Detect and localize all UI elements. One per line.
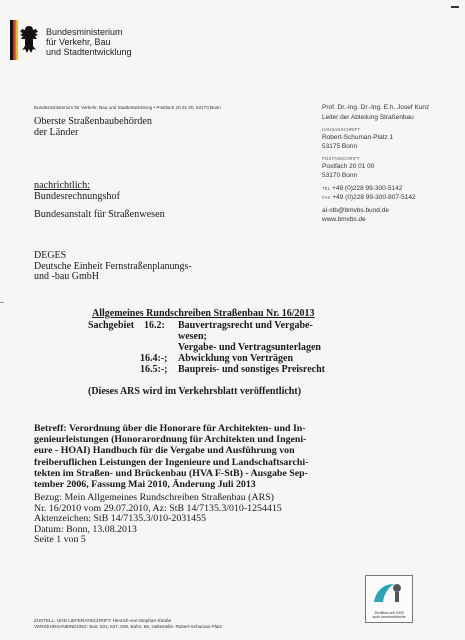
certificate-logo-icon (366, 576, 412, 606)
cc-recipient: Bundesrechnungshof (34, 191, 121, 202)
fax-line (322, 194, 416, 201)
family-audit-certificate (365, 575, 413, 623)
email-link[interactable]: al-stb@bmvbs.bund.de (322, 207, 389, 214)
certificate-text: Zertifikat seit 2009 (374, 611, 404, 615)
sachgebiet-label: Sachgebiet (88, 320, 135, 331)
recipient-line: Oberste Straßenbaubehörden (34, 116, 152, 127)
address-line: Postfach 20 01 00 (322, 163, 375, 170)
cc-block (34, 180, 120, 202)
hausanschrift-label: HAUSANSCHRIFT (322, 127, 361, 132)
recipient-line: der Länder (34, 127, 79, 138)
sachgebiet-num: 16.2: (144, 320, 165, 331)
ministry-name (46, 27, 132, 57)
ministry-line: und Stadtentwicklung (46, 47, 132, 57)
hausanschrift-block (322, 127, 393, 150)
subject-line: eure - HOAI) Handbuch für die Vergabe und Ausführung von (34, 445, 295, 457)
cc-label: nachrichtlich: (34, 180, 91, 191)
phone-line (322, 185, 402, 192)
publication-note: (Dieses ARS wird im Verkehrsblatt veröffentlicht) (88, 386, 302, 397)
ministry-line: Bundesministerium (46, 27, 123, 37)
footer (34, 618, 222, 630)
circular-title: Allgemeines Rundschreiben Straßenbau Nr. 16/2013 (92, 308, 315, 319)
postanschrift-block (322, 156, 374, 179)
subject-block (34, 423, 308, 490)
deges-line: und -bau GmbH (34, 271, 99, 283)
subject-line: Betreff: Verordnung über die Honorare für Architekten- und In- (34, 423, 306, 434)
sachgebiet-num: 16.4:-; (140, 353, 168, 364)
website-link[interactable]: www.bmvbs.de (322, 216, 366, 223)
deges-line: Deutsche Einheit Fernstraßenplanungs- (34, 260, 192, 272)
contact-role: Leiter der Abteilung Straßenbau (322, 114, 414, 121)
page-mark (451, 6, 459, 8)
fax-number: +49 (0)228 99-300-807-5142 (332, 194, 416, 201)
reference-line: Seite 1 von 5 (34, 534, 86, 546)
sachgebiet-num: 16.5:-; (140, 364, 168, 375)
tel-label: TEL (322, 186, 331, 191)
subject-line: genieurleistungen (Honorarordnung für Architekten und Ingeni- (34, 434, 307, 446)
address-line: Robert-Schuman-Platz 1 (322, 134, 394, 141)
tel-number: +49 (0)228 99-300-5142 (332, 185, 403, 192)
reference-line: Aktenzeichen: StB 14/7135.3/010-2031455 (34, 513, 206, 525)
deges-recipient (34, 251, 192, 283)
certificate-text: audit berufundfamilie (372, 615, 406, 620)
sachgebiet-text: Bauvertragsrecht und Vergabe- (178, 320, 313, 331)
ministry-line: für Verkehr, Bau (46, 37, 111, 47)
federal-eagle-icon (10, 20, 40, 60)
reference-line: Nr. 16/2010 vom 29.07.2010, Az: StB 14/7135.3/010-1254415 (34, 502, 282, 514)
subject-line: tekten im Straßen- und Brückenbau (HVA F-StB) - Ausgabe Sep- (34, 467, 308, 479)
subject-line: freiberuflichen Leistungen der Ingenieure und Landschaftsarchi- (34, 456, 309, 468)
sachgebiet-text: Vergabe- und Vertragsunterlagen (178, 342, 321, 353)
bast-recipient: Bundesanstalt für Straßenwesen (34, 209, 165, 220)
sachgebiet-text: Baupreis- und sonstiges Preisrecht (178, 364, 325, 375)
sachgebiet-text: wesen; (178, 331, 207, 342)
sachgebiet-text: Abwicklung von Verträgen (178, 353, 294, 364)
address-line: 53170 Bonn (322, 172, 358, 179)
sender-return-address: Bundesministerium für Verkehr, Bau und Stadtentwicklung • Postfach 20 01 00, 53170 Bonn (34, 105, 221, 110)
contact-name: Prof. Dr.-Ing. Dr.-Ing. E.h. Josef Kunz (322, 104, 430, 111)
address-line: 53175 Bonn (322, 143, 358, 150)
reference-line: Bezug: Mein Allgemeines Rundschreiben Straßenbau (ARS) (34, 492, 274, 503)
reference-line: Datum: Bonn, 13.08.2013 (34, 523, 137, 535)
fax-label: FAX (322, 195, 331, 200)
footer-line: VERKEHRSANBINDUNG: Bus: 631, 637, 638, Bahn: 66, Haltestelle: Robert-Schuman-Platz (34, 624, 222, 629)
postanschrift-label: POSTANSCHRIFT (322, 156, 360, 161)
fold-mark (0, 302, 4, 303)
subject-line: tember 2006, Fassung Mai 2010, Änderung Juli 2013 (34, 479, 256, 491)
deges-line: DEGES (34, 250, 67, 261)
recipient-address (34, 116, 152, 138)
footer-line: ZUSTELL- UND LIEFERANSCHRIFT: Henrich-von-Stephan-Straße (34, 618, 172, 623)
reference-block (34, 493, 282, 546)
